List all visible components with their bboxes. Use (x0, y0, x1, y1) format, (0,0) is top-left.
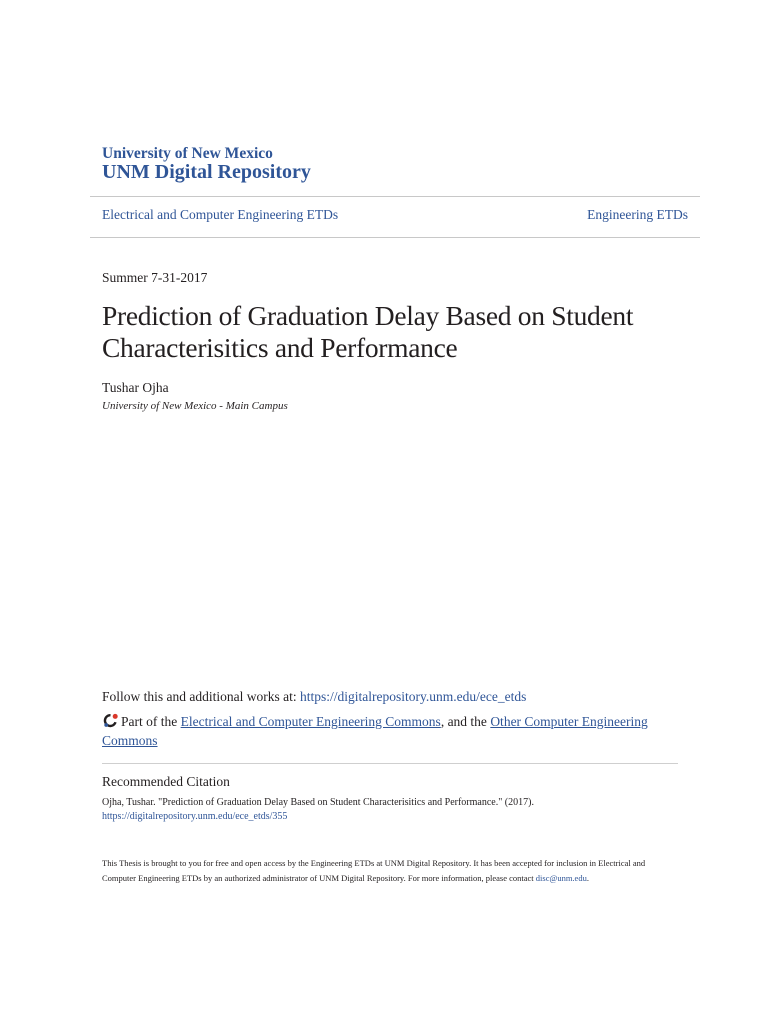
repository-name[interactable]: UNM Digital Repository (102, 161, 311, 183)
divider-citation (102, 763, 678, 764)
university-name[interactable]: University of New Mexico (102, 145, 273, 162)
citation-heading: Recommended Citation (102, 774, 230, 789)
series-link-ece-etds[interactable]: Electrical and Computer Engineering ETDs (102, 207, 339, 222)
series-link-engineering-etds[interactable]: Engineering ETDs (587, 207, 688, 222)
contact-email-link[interactable]: disc@unm.edu (535, 873, 587, 883)
part-of-joiner: , and the (440, 714, 487, 729)
network-commons-icon (102, 713, 119, 728)
divider-top (90, 196, 700, 197)
citation-text: Ojha, Tushar. "Prediction of Graduation Delay Based on Student Characterisitics and Performance." (2017). (102, 797, 534, 808)
disclaimer-text: This Thesis is brought to you for free and open access by the Engineering ETDs at UNM Digital Repository. It has been accepted for inclusion in Electrical and Computer Engineering ETDs by an authorized administrator of UNM Digital Repository. For more information, please contact (102, 858, 646, 883)
citation-block (102, 796, 702, 824)
follow-label: Follow this and additional works at: (102, 689, 297, 704)
part-of-prefix: Part of the (121, 714, 178, 729)
citation-url-link[interactable]: https://digitalrepository.unm.edu/ece_etds/355 (102, 811, 288, 822)
follow-url-link[interactable]: https://digitalrepository.unm.edu/ece_etds (300, 689, 527, 704)
publication-date: Summer 7-31-2017 (102, 270, 208, 285)
author-affiliation: University of New Mexico - Main Campus (102, 400, 288, 412)
follow-line (102, 689, 526, 705)
author-name: Tushar Ojha (102, 380, 169, 395)
disclaimer-end: . (586, 873, 589, 883)
disclaimer-block (102, 856, 662, 886)
part-of-line (102, 712, 662, 750)
divider-bottom (90, 237, 700, 238)
document-title: Prediction of Graduation Delay Based on Student Characterisitics and Performance (102, 300, 634, 363)
other-computer-engineering-commons-link[interactable]: Other Computer Engineering Commons (102, 714, 648, 748)
ece-commons-link[interactable]: Electrical and Computer Engineering Commons (180, 714, 441, 729)
